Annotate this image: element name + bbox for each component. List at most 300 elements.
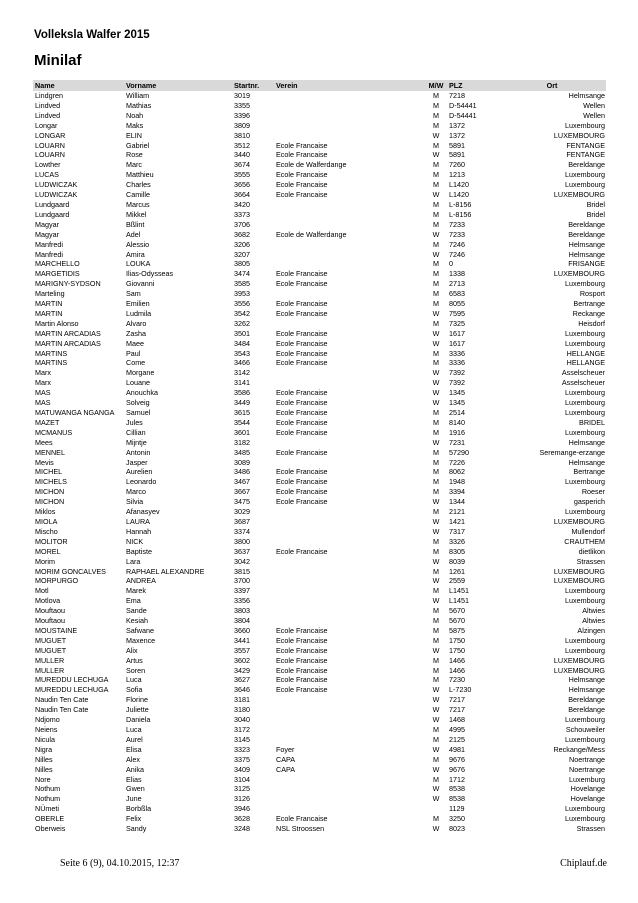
cell-name: Neiens xyxy=(35,725,58,734)
cell-plz: L1420 xyxy=(449,190,469,200)
cell-startnr: 3172 xyxy=(234,725,250,734)
cell-firstname: Marcus xyxy=(126,199,150,209)
cell-name: Lindved xyxy=(35,100,61,110)
cell-mw: W xyxy=(432,190,440,200)
cell-startnr: 3262 xyxy=(234,318,250,328)
table-row xyxy=(33,725,606,735)
cell-startnr: 3466 xyxy=(234,358,250,368)
cell-name: Nigra xyxy=(35,744,53,754)
table-row xyxy=(33,666,606,676)
cell-plz: 57290 xyxy=(449,447,469,457)
cell-name: Marx xyxy=(35,368,51,378)
cell-club xyxy=(274,705,425,715)
cell-startnr: 3800 xyxy=(234,536,250,546)
cell-name: MOLITOR xyxy=(35,536,68,546)
cell-ort: Altwies xyxy=(582,616,605,626)
cell-mw: M xyxy=(433,299,439,309)
cell-name: MAS xyxy=(35,398,51,408)
cell-firstname: Soren xyxy=(126,665,146,675)
cell-ort: Rosport xyxy=(579,289,605,299)
cell-startnr: 3544 xyxy=(234,417,250,427)
cell-plz: 1750 xyxy=(449,645,465,655)
cell-firstname: William xyxy=(126,91,150,100)
cell-name: Naudin Ten Cate xyxy=(35,695,89,705)
cell-startnr: 3355 xyxy=(234,100,250,110)
cell-club: Ecole Francaise xyxy=(276,279,328,289)
cell-club xyxy=(274,804,425,814)
cell-plz: L1420 xyxy=(449,180,469,190)
cell-mw: W xyxy=(432,437,440,447)
cell-startnr: 3180 xyxy=(234,705,250,715)
cell-ort: FRISANGE xyxy=(568,259,605,269)
cell-ort: Luxemburg xyxy=(569,774,605,784)
table-row xyxy=(33,765,606,775)
cell-startnr: 3029 xyxy=(234,507,250,517)
cell-club: Ecole Francaise xyxy=(276,645,328,655)
cell-name: MORPURGO xyxy=(35,576,79,586)
cell-firstname: Anika xyxy=(126,764,144,774)
cell-ort: Helmsange xyxy=(568,675,605,685)
cell-mw: W xyxy=(432,794,440,804)
cell-plz: 8538 xyxy=(449,784,465,794)
table-row xyxy=(33,646,606,656)
cell-startnr: 3396 xyxy=(234,110,250,120)
cell-club: Ecole Francaise xyxy=(276,665,328,675)
cell-ort: Schouweiler xyxy=(565,725,605,734)
cell-startnr: 3557 xyxy=(234,645,250,655)
cell-mw: W xyxy=(432,695,440,705)
cell-club: CAPA xyxy=(276,764,296,774)
cell-ort: Luxembourg xyxy=(565,427,605,437)
cell-firstname: Marc xyxy=(126,160,142,170)
cell-mw: M xyxy=(433,546,439,556)
cell-ort: Luxembourg xyxy=(565,120,605,130)
table-row xyxy=(33,279,606,289)
cell-mw: M xyxy=(433,318,439,328)
cell-club xyxy=(274,715,425,725)
cell-ort: Helmsange xyxy=(568,685,605,695)
cell-mw: M xyxy=(433,774,439,784)
cell-plz: L1451 xyxy=(449,596,469,606)
cell-startnr: 3810 xyxy=(234,130,250,140)
table-row xyxy=(33,685,606,695)
cell-mw: M xyxy=(433,477,439,487)
cell-firstname: LOUKA xyxy=(126,259,151,269)
cell-club xyxy=(274,121,425,131)
cell-startnr: 3602 xyxy=(234,655,250,665)
cell-firstname: Matthieu xyxy=(126,170,154,180)
cell-name: MARTINS xyxy=(35,358,68,368)
table-row xyxy=(33,705,606,715)
cell-plz: 2559 xyxy=(449,576,465,586)
cell-mw: M xyxy=(433,635,439,645)
cell-firstname: Morgane xyxy=(126,368,155,378)
table-row xyxy=(33,131,606,141)
cell-club: Ecole Francaise xyxy=(276,398,328,408)
cell-name: Manfredi xyxy=(35,249,63,259)
cell-name: Magyar xyxy=(35,229,59,239)
cell-ort: Alzingen xyxy=(577,625,605,635)
cell-startnr: 3356 xyxy=(234,596,250,606)
table-row xyxy=(33,586,606,596)
cell-name: Lowther xyxy=(35,160,61,170)
table-row xyxy=(33,507,606,517)
cell-plz: 5891 xyxy=(449,150,465,160)
cell-mw: M xyxy=(433,487,439,497)
column-header-mw: M/W xyxy=(425,80,447,91)
table-row xyxy=(33,467,606,477)
cell-firstname: Jasper xyxy=(126,457,148,467)
cell-firstname: Noah xyxy=(126,110,144,120)
cell-startnr: 3682 xyxy=(234,229,250,239)
table-row xyxy=(33,398,606,408)
cell-firstname: ELIN xyxy=(126,130,142,140)
footer-page-info: Seite 6 (9), 04.10.2015, 12:37 xyxy=(60,858,180,869)
table-row xyxy=(33,230,606,240)
cell-startnr: 3484 xyxy=(234,338,250,348)
cell-mw: M xyxy=(433,259,439,269)
cell-mw: M xyxy=(433,219,439,229)
cell-name: MAS xyxy=(35,388,51,398)
cell-plz: 4981 xyxy=(449,744,465,754)
cell-ort: LUXEMBOURG xyxy=(553,516,605,526)
cell-name: Mevis xyxy=(35,457,54,467)
table-row xyxy=(33,428,606,438)
cell-ort: Hovelange xyxy=(570,784,605,794)
cell-firstname: Jules xyxy=(126,417,143,427)
cell-startnr: 3397 xyxy=(234,586,250,596)
cell-plz: 8023 xyxy=(449,824,465,834)
cell-plz: L1451 xyxy=(449,586,469,596)
cell-startnr: 3803 xyxy=(234,606,250,616)
cell-ort: LUXEMBOURG xyxy=(553,130,605,140)
cell-mw: W xyxy=(432,705,440,715)
cell-mw: M xyxy=(433,616,439,626)
table-row xyxy=(33,299,606,309)
cell-name: LUDWICZAK xyxy=(35,190,78,200)
cell-name: Nicula xyxy=(35,734,55,744)
table-row xyxy=(33,329,606,339)
cell-firstname: Sofia xyxy=(126,685,143,695)
cell-club: Ecole Francaise xyxy=(276,388,328,398)
cell-plz: 2121 xyxy=(449,507,465,517)
cell-club xyxy=(274,725,425,735)
cell-plz: 8055 xyxy=(449,299,465,309)
cell-club xyxy=(274,596,425,606)
table-row xyxy=(33,576,606,586)
cell-startnr: 3656 xyxy=(234,180,250,190)
cell-mw: W xyxy=(432,398,440,408)
cell-firstname: Alix xyxy=(126,645,138,655)
cell-firstname: Giovanni xyxy=(126,279,155,289)
cell-mw: W xyxy=(432,378,440,388)
cell-firstname: Alex xyxy=(126,754,140,764)
cell-club xyxy=(274,775,425,785)
cell-startnr: 3615 xyxy=(234,408,250,417)
cell-firstname: Adel xyxy=(126,229,141,239)
cell-plz: 5670 xyxy=(449,616,465,626)
column-header-club: Verein xyxy=(274,80,425,91)
cell-mw: M xyxy=(433,110,439,120)
cell-mw: W xyxy=(432,229,440,239)
table-row xyxy=(33,497,606,507)
column-header-startnr: Startnr. xyxy=(232,80,274,91)
cell-name: MOUSTAINE xyxy=(35,625,78,635)
cell-plz: 1468 xyxy=(449,715,465,725)
cell-club xyxy=(274,131,425,141)
cell-ort: gasperich xyxy=(573,497,605,507)
cell-firstname: Paul xyxy=(126,348,141,358)
cell-startnr: 3475 xyxy=(234,497,250,507)
table-row xyxy=(33,477,606,487)
table-row xyxy=(33,408,606,418)
cell-mw: M xyxy=(433,467,439,477)
cell-club xyxy=(274,458,425,468)
table-row xyxy=(33,91,606,101)
cell-plz: L-8156 xyxy=(449,199,472,209)
cell-ort: Asselscheuer xyxy=(561,378,605,388)
cell-plz: 1617 xyxy=(449,328,465,338)
cell-startnr: 3375 xyxy=(234,754,250,764)
cell-startnr: 3486 xyxy=(234,467,250,477)
cell-club: Ecole Francaise xyxy=(276,427,328,437)
cell-name: MCMANUS xyxy=(35,427,73,437)
cell-mw: W xyxy=(432,328,440,338)
cell-name: Longar xyxy=(35,120,58,130)
cell-mw: W xyxy=(432,556,440,566)
cell-startnr: 3542 xyxy=(234,308,250,318)
cell-ort: Luxembourg xyxy=(565,328,605,338)
cell-club: Ecole Francaise xyxy=(276,625,328,635)
cell-mw: W xyxy=(432,526,440,536)
cell-plz: 7231 xyxy=(449,437,465,447)
cell-ort: Bertrange xyxy=(573,299,605,309)
cell-mw: M xyxy=(433,754,439,764)
cell-plz: 7226 xyxy=(449,457,465,467)
cell-ort: Hovelange xyxy=(570,794,605,804)
cell-startnr: 3373 xyxy=(234,209,250,219)
cell-startnr: 3409 xyxy=(234,764,250,774)
cell-startnr: 3601 xyxy=(234,427,250,437)
cell-startnr: 3441 xyxy=(234,635,250,645)
cell-club xyxy=(274,527,425,537)
cell-mw: M xyxy=(433,427,439,437)
cell-plz: L-8156 xyxy=(449,209,472,219)
cell-mw: M xyxy=(433,269,439,279)
table-row xyxy=(33,596,606,606)
table-row xyxy=(33,358,606,368)
cell-ort: Helmsange xyxy=(568,239,605,249)
cell-firstname: Rose xyxy=(126,150,143,160)
cell-name: Martin Alonso xyxy=(35,318,79,328)
table-row xyxy=(33,418,606,428)
table-row xyxy=(33,606,606,616)
cell-mw: M xyxy=(433,586,439,596)
cell-mw: W xyxy=(432,744,440,754)
cell-plz: 1344 xyxy=(449,497,465,507)
cell-startnr: 3145 xyxy=(234,734,250,744)
cell-club: Ecole Francaise xyxy=(276,467,328,477)
cell-firstname: Sam xyxy=(126,289,141,299)
cell-ort: Roeser xyxy=(581,487,605,497)
cell-mw: M xyxy=(433,566,439,576)
cell-mw: M xyxy=(433,170,439,180)
cell-mw: M xyxy=(433,140,439,150)
table-row xyxy=(33,349,606,359)
cell-name: MARTIN xyxy=(35,308,63,318)
cell-ort: Bridel xyxy=(586,209,605,219)
cell-ort: LUXEMBOURG xyxy=(553,269,605,279)
cell-name: Nothum xyxy=(35,794,61,804)
cell-club xyxy=(274,111,425,121)
cell-club xyxy=(274,200,425,210)
cell-plz: 8140 xyxy=(449,417,465,427)
cell-plz: 7595 xyxy=(449,308,465,318)
cell-firstname: Mijntje xyxy=(126,437,147,447)
cell-name: Nilles xyxy=(35,754,53,764)
cell-club xyxy=(274,91,425,101)
cell-firstname: Amira xyxy=(126,249,145,259)
cell-firstname: Kesiah xyxy=(126,616,148,626)
cell-club: Ecole Francaise xyxy=(276,487,328,497)
cell-mw: W xyxy=(432,249,440,259)
cell-club: Ecole Francaise xyxy=(276,814,328,824)
table-body xyxy=(33,91,606,834)
cell-firstname: Hannah xyxy=(126,526,152,536)
cell-ort: BRIDEL xyxy=(579,417,605,427)
cell-startnr: 3706 xyxy=(234,219,250,229)
table-row xyxy=(33,804,606,814)
table-row xyxy=(33,220,606,230)
cell-firstname: Aurel xyxy=(126,734,143,744)
section-title: Minilaf xyxy=(34,52,82,69)
cell-club: Ecole Francaise xyxy=(276,635,328,645)
cell-name: Marteling xyxy=(35,289,65,299)
cell-plz: 1345 xyxy=(449,398,465,408)
cell-club: Ecole Francaise xyxy=(276,675,328,685)
cell-mw: M xyxy=(433,358,439,368)
cell-startnr: 3660 xyxy=(234,625,250,635)
cell-firstname: Come xyxy=(126,358,146,368)
cell-mw: W xyxy=(432,308,440,318)
cell-name: MUGUET xyxy=(35,635,67,645)
cell-name: MUREDDU LECHUGA xyxy=(35,675,109,685)
cell-club: Ecole Francaise xyxy=(276,408,328,417)
cell-ort: Strassen xyxy=(576,824,605,834)
cell-firstname: Anouchka xyxy=(126,388,158,398)
cell-club: Ecole Francaise xyxy=(276,328,328,338)
table-row xyxy=(33,388,606,398)
cell-startnr: 3946 xyxy=(234,804,250,814)
cell-name: Lundgaard xyxy=(35,199,70,209)
cell-plz: 5891 xyxy=(449,140,465,150)
table-row xyxy=(33,626,606,636)
cell-name: Manfredi xyxy=(35,239,63,249)
cell-startnr: 3628 xyxy=(234,814,250,824)
cell-startnr: 3207 xyxy=(234,249,250,259)
cell-ort: Reckange/Mess xyxy=(553,744,605,754)
cell-mw: M xyxy=(433,417,439,427)
cell-startnr: 3585 xyxy=(234,279,250,289)
cell-mw: M xyxy=(433,160,439,170)
table-row xyxy=(33,745,606,755)
cell-plz: 7233 xyxy=(449,229,465,239)
header-row xyxy=(33,80,606,91)
cell-ort: Luxembourg xyxy=(565,279,605,289)
cell-name: MICHON xyxy=(35,487,65,497)
cell-ort: Wellen xyxy=(583,110,605,120)
cell-club: Ecole Francaise xyxy=(276,358,328,368)
cell-name: MAZET xyxy=(35,417,60,427)
table-row xyxy=(33,190,606,200)
cell-ort: LUXEMBOURG xyxy=(553,190,605,200)
cell-firstname: Maxence xyxy=(126,635,156,645)
cell-mw: W xyxy=(432,596,440,606)
cell-firstname: Ilias-Odysseas xyxy=(126,269,174,279)
cell-startnr: 3809 xyxy=(234,120,250,130)
cell-name: Mees xyxy=(35,437,53,447)
cell-name: MATUWANGA NGANGA xyxy=(35,408,115,417)
cell-startnr: 3804 xyxy=(234,616,250,626)
table-row xyxy=(33,814,606,824)
table-row xyxy=(33,567,606,577)
table-row xyxy=(33,250,606,260)
cell-startnr: 3664 xyxy=(234,190,250,200)
column-header-name: Name xyxy=(33,80,124,91)
cell-club: Foyer xyxy=(276,744,295,754)
cell-firstname: Sandy xyxy=(126,824,147,834)
cell-mw: M xyxy=(433,199,439,209)
table-row xyxy=(33,160,606,170)
cell-firstname: Elisa xyxy=(126,744,142,754)
cell-firstname: Felix xyxy=(126,814,142,824)
cell-firstname: Zasha xyxy=(126,328,146,338)
table-row xyxy=(33,636,606,646)
cell-ort: Bereldange xyxy=(568,705,605,715)
cell-plz: 7217 xyxy=(449,705,465,715)
cell-mw: M xyxy=(433,348,439,358)
cell-mw: W xyxy=(432,497,440,507)
cell-club xyxy=(274,507,425,517)
cell-ort: Wellen xyxy=(583,100,605,110)
cell-firstname: Afanasyev xyxy=(126,507,160,517)
cell-name: MULLER xyxy=(35,665,65,675)
cell-club: Ecole Francaise xyxy=(276,150,328,160)
cell-mw: M xyxy=(433,120,439,130)
table-row xyxy=(33,150,606,160)
cell-startnr: 3667 xyxy=(234,487,250,497)
cell-ort: Asselscheuer xyxy=(561,368,605,378)
cell-club xyxy=(274,557,425,567)
cell-firstname: Mathias xyxy=(126,100,152,110)
table-row xyxy=(33,458,606,468)
cell-mw: M xyxy=(433,408,439,417)
cell-startnr: 3248 xyxy=(234,824,250,834)
cell-firstname: Camille xyxy=(126,190,150,200)
cell-mw: M xyxy=(433,507,439,517)
cell-firstname: Bßlint xyxy=(126,219,145,229)
column-header-ort: Ort xyxy=(497,80,606,91)
table-row xyxy=(33,200,606,210)
cell-club: Ecole Francaise xyxy=(276,308,328,318)
cell-plz: 2514 xyxy=(449,408,465,417)
cell-name: Mouftaou xyxy=(35,616,65,626)
cell-ort: dietlikon xyxy=(578,546,605,556)
cell-firstname: Luca xyxy=(126,725,142,734)
cell-name: MULLER xyxy=(35,655,65,665)
cell-firstname: Silvia xyxy=(126,497,144,507)
table-row xyxy=(33,309,606,319)
